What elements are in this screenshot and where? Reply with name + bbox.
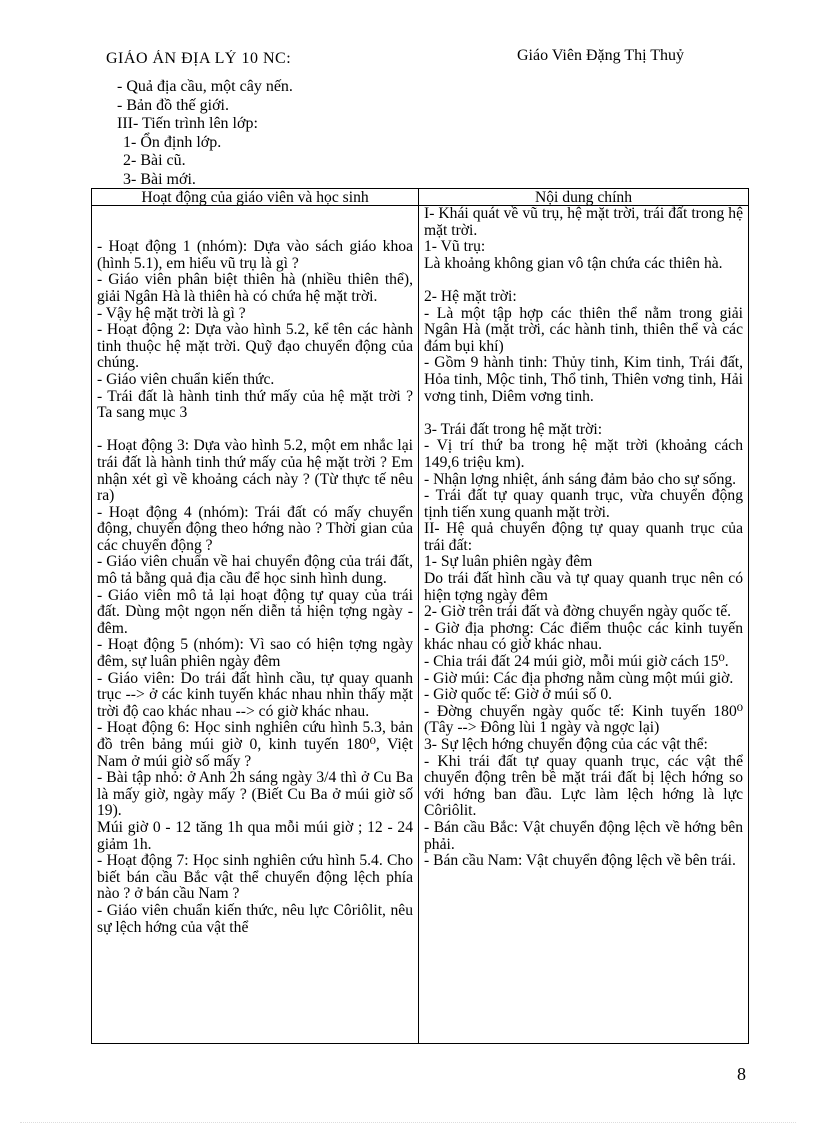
content-paragraph: - Gồm 9 hành tinh: Thủy tinh, Kim tinh, Trái đất, Hỏa tinh, Mộc tinh, Thổ tinh, Thiên vơng tinh, Hải vơng tinh, Diêm vơng tinh.: [424, 354, 743, 405]
content-cell: [419, 206, 749, 1044]
content-paragraph: 1- Sự luân phiên ngày đêm: [424, 553, 593, 571]
table-header-row: [92, 189, 749, 206]
activity-paragraph: - Vậy hệ mặt trời là gì ?: [97, 304, 246, 322]
content-paragraph: Là khoảng không gian vô tận chứa các thiên hà.: [424, 254, 723, 272]
content-paragraph: - Vị trí thứ ba trong hệ mặt trời (khoảng cách 149,6 triệu km).: [424, 437, 743, 471]
spacer: [97, 223, 413, 240]
activity-paragraph: - Giáo viên chuẩn về hai chuyển động của trái đất, mô tả bằng quả địa cầu để học sinh hình dung.: [97, 553, 413, 588]
intro-list: [117, 78, 293, 190]
content-paragraph: - Đờng chuyển ngày quốc tế: Kinh tuyến 180⁰ (Tây --> Đông lùi 1 ngày và ngợc lại): [424, 702, 743, 737]
column-header-content: Nội dung chính: [419, 189, 749, 206]
activity-paragraph: - Hoạt động 7: Học sinh nghiên cứu hình 5.4. Cho biết bán cầu Bắc vật thể chuyển động lệch phía nào ? ở bán cầu Nam ?: [97, 852, 413, 903]
content-paragraph: - Giờ múi: Các địa phơng nằm cùng một múi giờ.: [424, 669, 734, 687]
content-paragraph: - Trái đất tự quay quanh trục, vừa chuyển động tịnh tiến xung quanh mặt trời.: [424, 487, 743, 521]
intro-line: III- Tiến trình lên lớp:: [117, 115, 258, 133]
activity-paragraph: - Hoạt động 6: Học sinh nghiên cứu hình 5.3, bản đồ trên bảng múi giờ 0, kinh tuyến 180⁰, Việt Nam ở múi giờ số mấy ?: [97, 719, 413, 770]
activity-paragraph: - Hoạt động 4 (nhóm): Trái đất có mấy chuyển động, chuyển động theo hớng nào ? Thời gian của các chuyển động ?: [97, 503, 413, 554]
content-paragraph: - Là một tập hợp các thiên thể nằm trong giải Ngân Hà (mặt trời, các hành tinh, thiên thể và các đám bụi khí): [424, 304, 743, 355]
activity-paragraph: - Bài tập nhỏ: ở Anh 2h sáng ngày 3/4 thì ở Cu Ba là mấy giờ, ngày mấy ? (Biết Cu Ba ở múi giờ số 19).: [97, 769, 413, 820]
table-row: [92, 206, 749, 1044]
intro-line: 3- Bài mới.: [123, 170, 196, 188]
spacer: [97, 206, 413, 223]
content-paragraph: 2- Hệ mặt trời:: [424, 287, 517, 305]
content-paragraph: 1- Vũ trụ:: [424, 238, 486, 256]
spacer: [97, 422, 413, 439]
content-paragraph: - Nhận lợng nhiệt, ánh sáng đảm bảo cho sự sống.: [424, 470, 737, 488]
activity-paragraph: - Giáo viên chuẩn kiến thức.: [97, 370, 275, 388]
content-paragraph: - Giờ quốc tế: Giờ ở múi số 0.: [424, 686, 613, 704]
content-paragraph: 2- Giờ trên trái đất và đờng chuyển ngày quốc tế.: [424, 603, 732, 621]
activity-paragraph: - Hoạt động 2: Dựa vào hình 5.2, kể tên các hành tinh thuộc hệ mặt trời. Quỹ đạo chuyển động của chúng.: [97, 321, 413, 372]
content-paragraph: 3- Trái đất trong hệ mặt trời:: [424, 420, 603, 438]
activity-paragraph: - Hoạt động 1 (nhóm): Dựa vào sách giáo khoa (hình 5.1), em hiểu vũ trụ là gì ?: [97, 238, 413, 272]
intro-line: - Bản đồ thế giới.: [117, 96, 229, 114]
lesson-table: [91, 188, 749, 1044]
content-paragraph: 3- Sự lệch hớng chuyển động của các vật thể:: [424, 736, 708, 753]
activity-paragraph: - Giáo viên chuẩn kiến thức, nêu lực Côriôlit, nêu sự lệch hớng của vật thể: [97, 901, 413, 936]
activities-cell: [92, 206, 419, 1044]
content-paragraph: I- Khái quát về vũ trụ, hệ mặt trời, trái đất trong hệ mặt trời.: [424, 205, 743, 239]
content-paragraph: - Khi trái đất tự quay quanh trục, các vật thể chuyển động trên bề mặt trái đất bị lệch hớng so với hớng ban đầu. Lực làm lệch hớng là lực Côriôlit.: [424, 752, 743, 820]
intro-line: - Quả địa cầu, một cây nến.: [117, 78, 293, 95]
spacer: [424, 272, 743, 289]
spacer: [424, 405, 743, 422]
activity-paragraph: - Hoạt động 3: Dựa vào hình 5.2, một em nhắc lại trái đất là hành tinh thứ mấy của hệ mặt trời ? Em nhận xét gì về khoảng cách này ? (Từ thực tế nêu ra): [97, 437, 413, 505]
activity-paragraph: - Giáo viên: Do trái đất hình cầu, tự quay quanh trục --> ở các kinh tuyến khác nhau nhìn thấy mặt trời độ cao khác nhau --> có giờ khác nhau.: [97, 669, 413, 720]
activity-paragraph: - Giáo viên phân biệt thiên hà (nhiều thiên thể), giải Ngân Hà là thiên hà có chứa hệ mặt trời.: [97, 271, 413, 305]
content-paragraph: - Giờ địa phơng: Các điểm thuộc các kinh tuyến khác nhau có giờ khác nhau.: [424, 619, 743, 654]
content-paragraph: - Bán cầu Nam: Vật chuyển động lệch về bên trái.: [424, 852, 736, 870]
activity-paragraph: - Hoạt động 5 (nhóm): Vì sao có hiện tợng ngày đêm, sự luân phiên ngày đêm: [97, 636, 413, 671]
activity-paragraph: Múi giờ 0 - 12 tăng 1h qua mỗi múi giờ ; 12 - 24 giảm 1h.: [97, 818, 413, 853]
content-paragraph: II- Hệ quả chuyển động tự quay quanh trục của trái đất:: [424, 520, 743, 554]
document-header-title: GIÁO ÁN ĐỊA LÝ 10 NC:: [106, 50, 292, 67]
content-paragraph: - Bán cầu Bắc: Vật chuyển động lệch về hớng bên phải.: [424, 818, 743, 853]
content-paragraph: - Chia trái đất 24 múi giờ, mỗi múi giờ cách 15⁰.: [424, 653, 729, 671]
page-number: 8: [737, 1064, 746, 1084]
content-paragraph: Do trái đất hình cầu và tự quay quanh trục nên có hiện tợng ngày đêm: [424, 570, 743, 604]
intro-line: 1- Ổn định lớp.: [123, 133, 222, 151]
intro-line: 2- Bài cũ.: [123, 152, 186, 170]
activity-paragraph: - Trái đất là hành tinh thứ mấy của hệ mặt trời ? Ta sang mục 3: [97, 387, 413, 422]
teacher-name: Giáo Viên Đặng Thị Thuỷ: [517, 47, 685, 64]
activity-paragraph: - Giáo viên mô tả lại hoạt động tự quay của trái đất. Dùng một ngọn nến diễn tả hiện tợng ngày - đêm.: [97, 586, 413, 637]
column-header-activities: Hoạt động của giáo viên và học sinh: [92, 189, 419, 206]
